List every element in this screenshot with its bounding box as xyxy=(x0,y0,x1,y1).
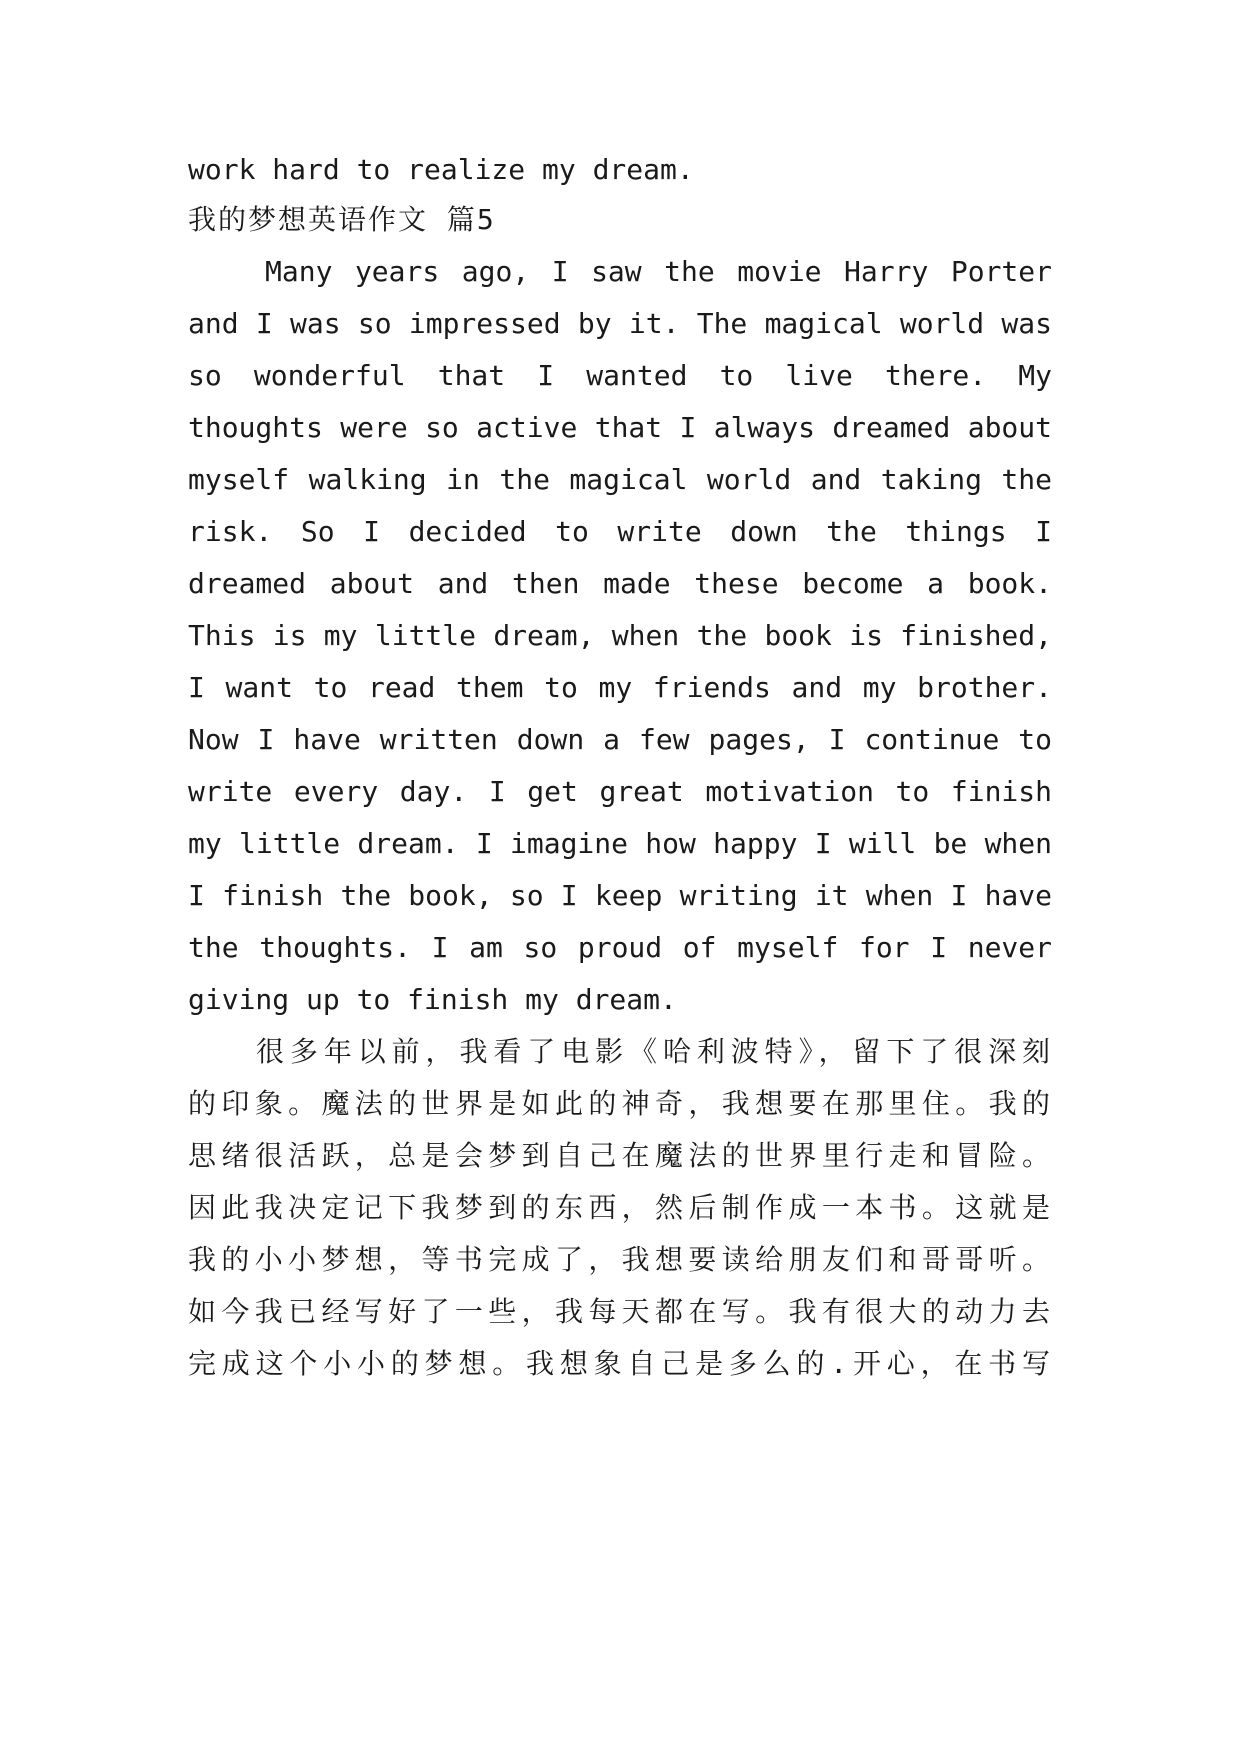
text-line: 很多年以前，我看了电影《哈利波特》，留下了很深刻 xyxy=(256,1035,1052,1068)
text-line: and I was so impressed by it. The magical world was xyxy=(188,307,1052,340)
text-line: 我的小小梦想，等书完成了，我想要读给朋友们和哥哥听。 xyxy=(188,1243,1052,1276)
text-line: thoughts were so active that I always dreamed about xyxy=(188,411,1052,444)
text-line: write every day. I get great motivation to finish xyxy=(188,775,1052,808)
text-line: dreamed about and then made these become a book. xyxy=(188,567,1052,600)
section-heading: 我的梦想英语作文 篇5 xyxy=(188,203,496,236)
text-line: Many years ago, I saw the movie Harry Porter xyxy=(265,255,1052,288)
text-line: This is my little dream, when the book is finished, xyxy=(188,619,1052,652)
text-line: my little dream. I imagine how happy I will be when xyxy=(188,827,1052,860)
text-line: myself walking in the magical world and taking the xyxy=(188,463,1052,496)
text-line: giving up to finish my dream. xyxy=(188,983,677,1016)
text-line: 完成这个小小的梦想。我想象自己是多么的.开心，在书写 xyxy=(188,1347,1052,1380)
text-line: 因此我决定记下我梦到的东西，然后制作成一本书。这就是 xyxy=(188,1191,1052,1224)
text-line: work hard to realize my dream. xyxy=(188,153,694,186)
text-line: I finish the book, so I keep writing it when I have xyxy=(188,879,1052,912)
text-line: 的印象。魔法的世界是如此的神奇，我想要在那里住。我的 xyxy=(188,1087,1052,1120)
text-line: so wonderful that I wanted to live there. My xyxy=(188,359,1052,392)
text-line: the thoughts. I am so proud of myself for I never xyxy=(188,931,1052,964)
text-line: 如今我已经写好了一些，我每天都在写。我有很大的动力去 xyxy=(188,1295,1052,1328)
text-line: risk. So I decided to write down the things I xyxy=(188,515,1052,548)
text-line: 思绪很活跃，总是会梦到自己在魔法的世界里行走和冒险。 xyxy=(188,1139,1052,1172)
text-line: Now I have written down a few pages, I continue to xyxy=(188,723,1052,756)
text-line: I want to read them to my friends and my brother. xyxy=(188,671,1052,704)
